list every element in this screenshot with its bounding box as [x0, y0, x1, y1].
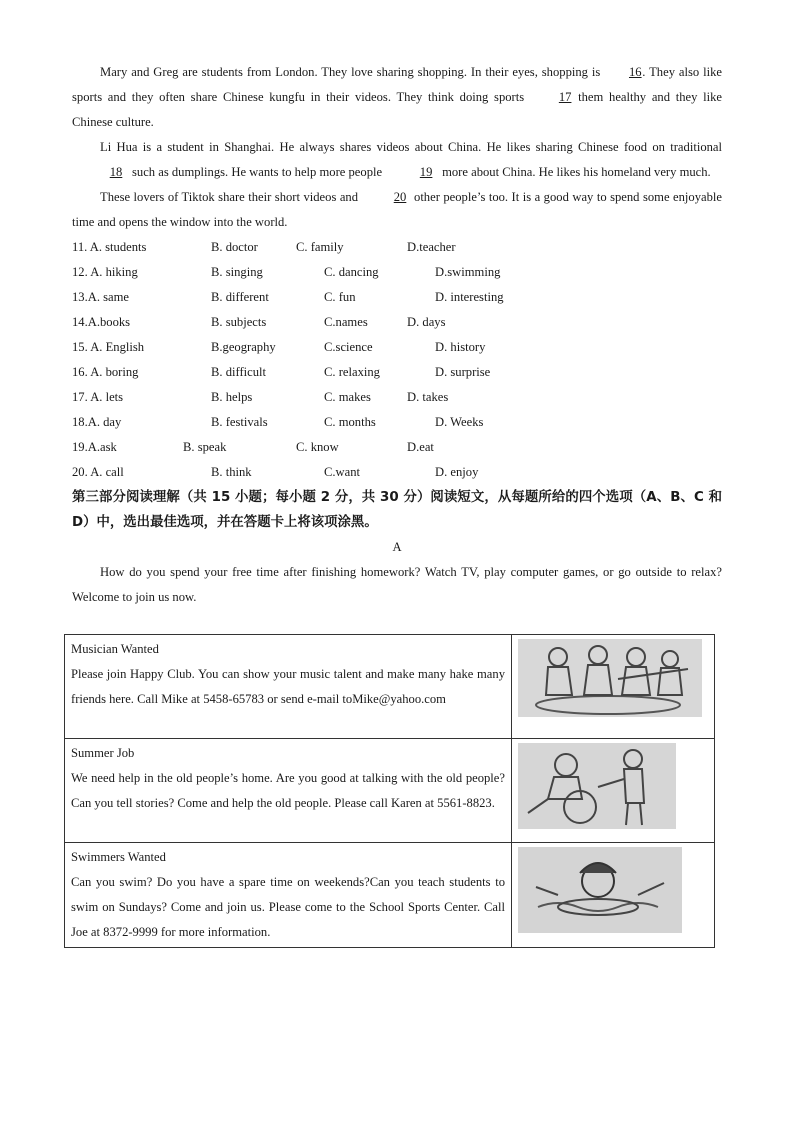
option-row-13 — [72, 285, 722, 310]
option-row-17 — [72, 385, 722, 410]
blank-16: 16 — [628, 65, 642, 79]
ad-row — [65, 739, 715, 843]
blank-17: 17 — [558, 90, 572, 104]
option-b: B. speak — [183, 440, 227, 454]
option-d: D. history — [435, 340, 486, 354]
option-d: D. days — [407, 315, 446, 329]
option-row-14 — [72, 310, 722, 335]
option-b: B. helps — [211, 390, 253, 404]
option-d: D. takes — [407, 390, 449, 404]
option-row-11 — [72, 235, 722, 260]
option-row-20 — [72, 460, 722, 485]
ad-row — [65, 635, 715, 739]
option-b: B.geography — [211, 340, 276, 354]
option-b: B. subjects — [211, 315, 267, 329]
section-title: 第三部分阅读理解（共 15 小题；每小题 2 分，共 30 分）阅读短文，从每题所给的四个选项（A、B、C 和 D）中，选出最佳选项，并在答题卡上将该项涂黑。 — [72, 490, 722, 530]
option-d: D. interesting — [435, 290, 504, 304]
option-b: B. different — [211, 290, 269, 304]
option-c: C. fun — [324, 290, 356, 304]
option-c: C. months — [324, 415, 376, 429]
option-row-18 — [72, 410, 722, 435]
option-d: D. enjoy — [435, 465, 479, 479]
option-a: 18.A. day — [72, 415, 122, 429]
option-c: C. makes — [324, 390, 371, 404]
option-c: C. dancing — [324, 265, 379, 279]
option-a: 15. A. English — [72, 340, 145, 354]
option-d: D.teacher — [407, 240, 456, 254]
option-a: 17. A. lets — [72, 390, 124, 404]
paragraph-2 — [72, 135, 722, 185]
intro-paragraph: How do you spend your free time after finishing homework? Watch TV, play computer games, or go outside to relax? Welcome to join us now. — [72, 565, 722, 604]
blank-18: 18 — [109, 165, 123, 179]
ad-body: Can you swim? Do you have a spare time on weekends?Can you teach students to swim on Sundays? Come and join us. Please come to the School Sports Center. Call Joe at 8372-9999 for more information. — [71, 875, 505, 939]
option-a: 12. A. hiking — [72, 265, 138, 279]
option-c: C.want — [324, 465, 361, 479]
ads-table — [64, 634, 715, 948]
option-row-16 — [72, 360, 722, 385]
option-a: 16. A. boring — [72, 365, 139, 379]
option-a: 20. A. call — [72, 465, 124, 479]
ad-body: Please join Happy Club. You can show your music talent and make many hake many friends here. Call Mike at 5458-65783 or send e-mail toMike@yahoo.com — [71, 667, 505, 706]
ad-text-cell — [65, 739, 512, 843]
blank-19: 19 — [419, 165, 433, 179]
option-a: 14.A.books — [72, 315, 131, 329]
blank-20: 20 — [393, 190, 407, 204]
options-list — [72, 235, 722, 485]
paragraph-3 — [72, 185, 722, 235]
ad-title: Musician Wanted — [71, 642, 159, 656]
option-a: 13.A. same — [72, 290, 130, 304]
option-a: 11. A. students — [72, 240, 147, 254]
text: more about China. He likes his homeland very much. — [442, 165, 711, 179]
ad-row — [65, 843, 715, 948]
ad-image-cell — [512, 635, 715, 739]
wheelchair-illustration — [518, 743, 676, 829]
option-d: D. Weeks — [435, 415, 484, 429]
ad-image-cell — [512, 739, 715, 843]
option-b: B. doctor — [211, 240, 258, 254]
text: Li Hua is a student in Shanghai. He always shares videos about China. He likes sharing Chinese food on traditional — [100, 140, 722, 154]
option-b: B. singing — [211, 265, 263, 279]
text: them healthy and they like Chinese culture. — [72, 90, 722, 129]
paragraph-1 — [72, 60, 722, 135]
ad-image-cell — [512, 843, 715, 948]
musicians-illustration — [518, 639, 702, 717]
text: . They also like sports and they often share Chinese kungfu in their videos. They think doing sports — [72, 65, 723, 104]
ad-text-cell — [65, 635, 512, 739]
option-c: C.science — [324, 340, 373, 354]
passage-letter: A — [392, 540, 402, 554]
page — [72, 60, 722, 610]
option-d: D. surprise — [435, 365, 491, 379]
text: other people’s too. It is a good way to spend some enjoyable time and opens the window into the world. — [72, 190, 722, 229]
ad-title: Summer Job — [71, 746, 135, 760]
option-c: C. relaxing — [324, 365, 380, 379]
option-row-19 — [72, 435, 722, 460]
ad-text-cell — [65, 843, 512, 948]
option-c: C. know — [296, 440, 339, 454]
option-b: B. festivals — [211, 415, 268, 429]
swimmer-illustration — [518, 847, 682, 933]
option-a: 19.A.ask — [72, 440, 117, 454]
option-b: B. difficult — [211, 365, 267, 379]
text: Mary and Greg are students from London. They love sharing shopping. In their eyes, shopping is — [100, 65, 601, 79]
option-b: B. think — [211, 465, 252, 479]
option-c: C.names — [324, 315, 368, 329]
ad-title: Swimmers Wanted — [71, 850, 166, 864]
option-d: D.eat — [407, 440, 434, 454]
text: such as dumplings. He wants to help more people — [132, 165, 383, 179]
option-d: D.swimming — [435, 265, 501, 279]
text: These lovers of Tiktok share their short videos and — [100, 190, 359, 204]
option-row-12 — [72, 260, 722, 285]
option-row-15 — [72, 335, 722, 360]
ad-body: We need help in the old people’s home. Are you good at talking with the old people? Can you tell stories? Come and help the old people. Please call Karen at 5561-8823. — [71, 771, 505, 810]
option-c: C. family — [296, 240, 344, 254]
